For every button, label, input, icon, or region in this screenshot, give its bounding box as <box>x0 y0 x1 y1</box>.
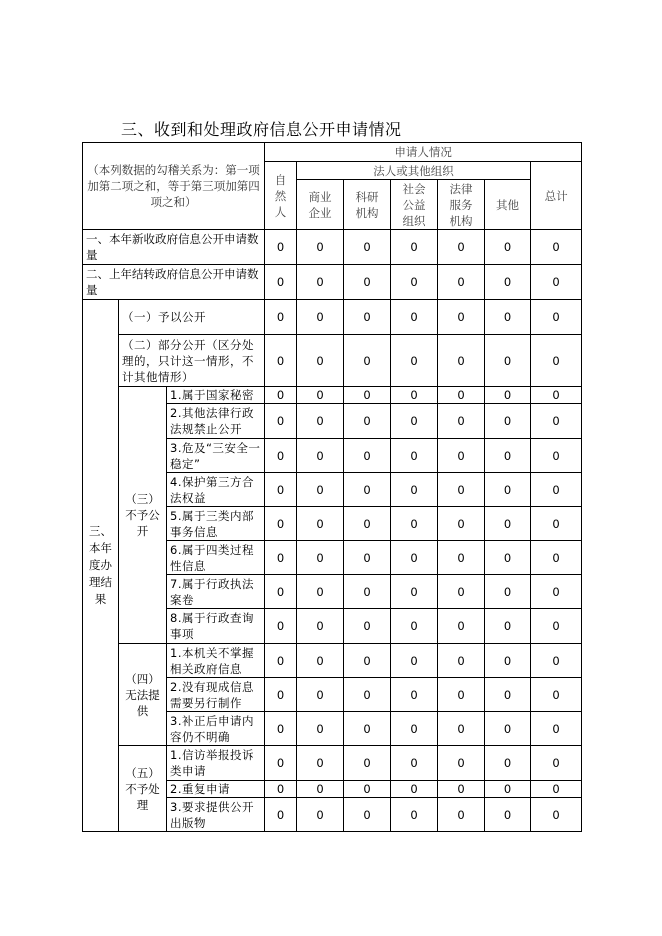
column-header-other: 其他 <box>485 180 531 230</box>
value-cell: 0 <box>485 230 531 265</box>
value-cell: 0 <box>297 781 344 798</box>
value-cell: 0 <box>344 644 391 678</box>
value-cell: 0 <box>531 575 582 609</box>
value-cell: 0 <box>438 300 485 335</box>
value-cell: 0 <box>344 575 391 609</box>
value-cell: 0 <box>391 712 438 746</box>
row-label-new-requests: 一、本年新收政府信息公开申请数量 <box>83 230 265 265</box>
row-label-not-open-7: 7.属于行政执法案卷 <box>167 575 265 609</box>
row-open <box>83 300 582 335</box>
value-cell: 0 <box>438 609 485 644</box>
value-cell: 0 <box>297 473 344 507</box>
value-cell: 0 <box>391 609 438 644</box>
value-cell: 0 <box>391 404 438 439</box>
value-cell: 0 <box>438 575 485 609</box>
row-label-not-open-5: 5.属于三类内部事务信息 <box>167 507 265 541</box>
value-cell: 0 <box>265 746 297 781</box>
total-header: 总计 <box>531 162 582 230</box>
row-label-not-processed-2: 2.重复申请 <box>167 781 265 798</box>
value-cell: 0 <box>531 644 582 678</box>
group-label-unable: （四）无法提供 <box>119 644 167 746</box>
value-cell: 0 <box>265 798 297 832</box>
value-cell: 0 <box>344 473 391 507</box>
value-cell: 0 <box>265 644 297 678</box>
value-cell: 0 <box>438 387 485 404</box>
value-cell: 0 <box>297 439 344 473</box>
value-cell: 0 <box>485 644 531 678</box>
value-cell: 0 <box>485 609 531 644</box>
row-unable-1 <box>83 644 582 678</box>
row-label-not-processed-3: 3.要求提供公开出版物 <box>167 798 265 832</box>
value-cell: 0 <box>265 439 297 473</box>
row-label-not-open-3: 3.危及“三安全一稳定” <box>167 439 265 473</box>
value-cell: 0 <box>485 387 531 404</box>
value-cell: 0 <box>438 473 485 507</box>
row-not-open-1 <box>83 387 582 404</box>
value-cell: 0 <box>265 300 297 335</box>
value-cell: 0 <box>391 300 438 335</box>
value-cell: 0 <box>344 335 391 387</box>
header-row-1 <box>83 143 582 162</box>
section3-label: 三、本年度办理结果 <box>83 300 119 832</box>
value-cell: 0 <box>485 404 531 439</box>
value-cell: 0 <box>391 387 438 404</box>
value-cell: 0 <box>531 712 582 746</box>
row-label-open: （一）予以公开 <box>119 300 265 335</box>
value-cell: 0 <box>531 300 582 335</box>
value-cell: 0 <box>485 473 531 507</box>
value-cell: 0 <box>265 678 297 712</box>
value-cell: 0 <box>344 230 391 265</box>
value-cell: 0 <box>344 387 391 404</box>
value-cell: 0 <box>297 678 344 712</box>
column-header-legal-service: 法律服务机构 <box>438 180 485 230</box>
value-cell: 0 <box>438 746 485 781</box>
value-cell: 0 <box>438 507 485 541</box>
value-cell: 0 <box>531 798 582 832</box>
column-header-public-welfare: 社会公益组织 <box>391 180 438 230</box>
row-label-unable-1: 1.本机关不掌握相关政府信息 <box>167 644 265 678</box>
value-cell: 0 <box>297 541 344 575</box>
value-cell: 0 <box>297 507 344 541</box>
value-cell: 0 <box>344 781 391 798</box>
value-cell: 0 <box>265 575 297 609</box>
value-cell: 0 <box>438 798 485 832</box>
value-cell: 0 <box>438 678 485 712</box>
value-cell: 0 <box>391 644 438 678</box>
column-header-commercial: 商业企业 <box>297 180 344 230</box>
legal-group-header: 法人或其他组织 <box>297 162 531 180</box>
value-cell: 0 <box>485 335 531 387</box>
value-cell: 0 <box>438 541 485 575</box>
value-cell: 0 <box>344 265 391 300</box>
row-label-not-open-1: 1.属于国家秘密 <box>167 387 265 404</box>
value-cell: 0 <box>531 541 582 575</box>
value-cell: 0 <box>531 746 582 781</box>
value-cell: 0 <box>485 439 531 473</box>
value-cell: 0 <box>391 798 438 832</box>
value-cell: 0 <box>297 300 344 335</box>
value-cell: 0 <box>438 439 485 473</box>
natural-person-header: 自然人 <box>265 162 297 230</box>
value-cell: 0 <box>485 678 531 712</box>
value-cell: 0 <box>265 335 297 387</box>
value-cell: 0 <box>265 473 297 507</box>
value-cell: 0 <box>297 335 344 387</box>
value-cell: 0 <box>485 781 531 798</box>
value-cell: 0 <box>485 265 531 300</box>
value-cell: 0 <box>531 230 582 265</box>
value-cell: 0 <box>297 230 344 265</box>
value-cell: 0 <box>391 575 438 609</box>
row-partial <box>83 335 582 387</box>
value-cell: 0 <box>485 798 531 832</box>
value-cell: 0 <box>438 644 485 678</box>
value-cell: 0 <box>344 300 391 335</box>
row-label-unable-2: 2.没有现成信息需要另行制作 <box>167 678 265 712</box>
row-carried-over <box>83 265 582 300</box>
value-cell: 0 <box>265 781 297 798</box>
value-cell: 0 <box>344 798 391 832</box>
value-cell: 0 <box>438 712 485 746</box>
value-cell: 0 <box>297 644 344 678</box>
value-cell: 0 <box>531 404 582 439</box>
value-cell: 0 <box>391 541 438 575</box>
column-note: （本列数据的勾稽关系为：第一项加第二项之和，等于第三项加第四项之和） <box>83 143 265 230</box>
value-cell: 0 <box>344 404 391 439</box>
row-label-not-processed-1: 1.信访举报投诉类申请 <box>167 746 265 781</box>
value-cell: 0 <box>485 746 531 781</box>
value-cell: 0 <box>391 781 438 798</box>
value-cell: 0 <box>297 265 344 300</box>
value-cell: 0 <box>297 746 344 781</box>
row-label-not-open-4: 4.保护第三方合法权益 <box>167 473 265 507</box>
value-cell: 0 <box>531 678 582 712</box>
value-cell: 0 <box>297 712 344 746</box>
value-cell: 0 <box>531 473 582 507</box>
applicant-situation-header: 申请人情况 <box>265 143 582 162</box>
row-label-partial: （二）部分公开（区分处理的，只计这一情形，不计其他情形） <box>119 335 265 387</box>
value-cell: 0 <box>391 746 438 781</box>
value-cell: 0 <box>485 541 531 575</box>
value-cell: 0 <box>344 678 391 712</box>
value-cell: 0 <box>531 387 582 404</box>
value-cell: 0 <box>531 439 582 473</box>
value-cell: 0 <box>531 265 582 300</box>
value-cell: 0 <box>265 387 297 404</box>
value-cell: 0 <box>485 300 531 335</box>
row-not-processed-1 <box>83 746 582 781</box>
value-cell: 0 <box>391 507 438 541</box>
row-label-not-open-6: 6.属于四类过程性信息 <box>167 541 265 575</box>
value-cell: 0 <box>438 230 485 265</box>
value-cell: 0 <box>391 265 438 300</box>
row-label-carried-over: 二、上年结转政府信息公开申请数量 <box>83 265 265 300</box>
row-label-unable-3: 3.补正后申请内容仍不明确 <box>167 712 265 746</box>
value-cell: 0 <box>265 404 297 439</box>
group-label-not-open: （三）不予公开 <box>119 387 167 644</box>
value-cell: 0 <box>485 575 531 609</box>
row-label-not-open-2: 2.其他法律行政法规禁止公开 <box>167 404 265 439</box>
value-cell: 0 <box>297 575 344 609</box>
value-cell: 0 <box>297 609 344 644</box>
value-cell: 0 <box>265 609 297 644</box>
group-label-not-processed: （五）不予处理 <box>119 746 167 832</box>
row-new-requests <box>83 230 582 265</box>
value-cell: 0 <box>344 712 391 746</box>
value-cell: 0 <box>485 507 531 541</box>
value-cell: 0 <box>391 678 438 712</box>
value-cell: 0 <box>344 439 391 473</box>
value-cell: 0 <box>344 609 391 644</box>
value-cell: 0 <box>438 335 485 387</box>
disclosure-request-table <box>82 142 582 832</box>
value-cell: 0 <box>265 230 297 265</box>
value-cell: 0 <box>344 541 391 575</box>
value-cell: 0 <box>531 335 582 387</box>
value-cell: 0 <box>438 265 485 300</box>
value-cell: 0 <box>391 473 438 507</box>
value-cell: 0 <box>265 265 297 300</box>
value-cell: 0 <box>297 798 344 832</box>
value-cell: 0 <box>265 541 297 575</box>
value-cell: 0 <box>297 387 344 404</box>
value-cell: 0 <box>265 712 297 746</box>
value-cell: 0 <box>531 609 582 644</box>
value-cell: 0 <box>391 230 438 265</box>
value-cell: 0 <box>438 781 485 798</box>
value-cell: 0 <box>531 781 582 798</box>
value-cell: 0 <box>391 335 438 387</box>
value-cell: 0 <box>344 507 391 541</box>
value-cell: 0 <box>391 439 438 473</box>
value-cell: 0 <box>265 507 297 541</box>
value-cell: 0 <box>485 712 531 746</box>
value-cell: 0 <box>297 404 344 439</box>
page-title: 三、收到和处理政府信息公开申请情况 <box>121 120 402 139</box>
value-cell: 0 <box>344 746 391 781</box>
value-cell: 0 <box>531 507 582 541</box>
column-header-research: 科研机构 <box>344 180 391 230</box>
value-cell: 0 <box>438 404 485 439</box>
row-label-not-open-8: 8.属于行政查询事项 <box>167 609 265 644</box>
